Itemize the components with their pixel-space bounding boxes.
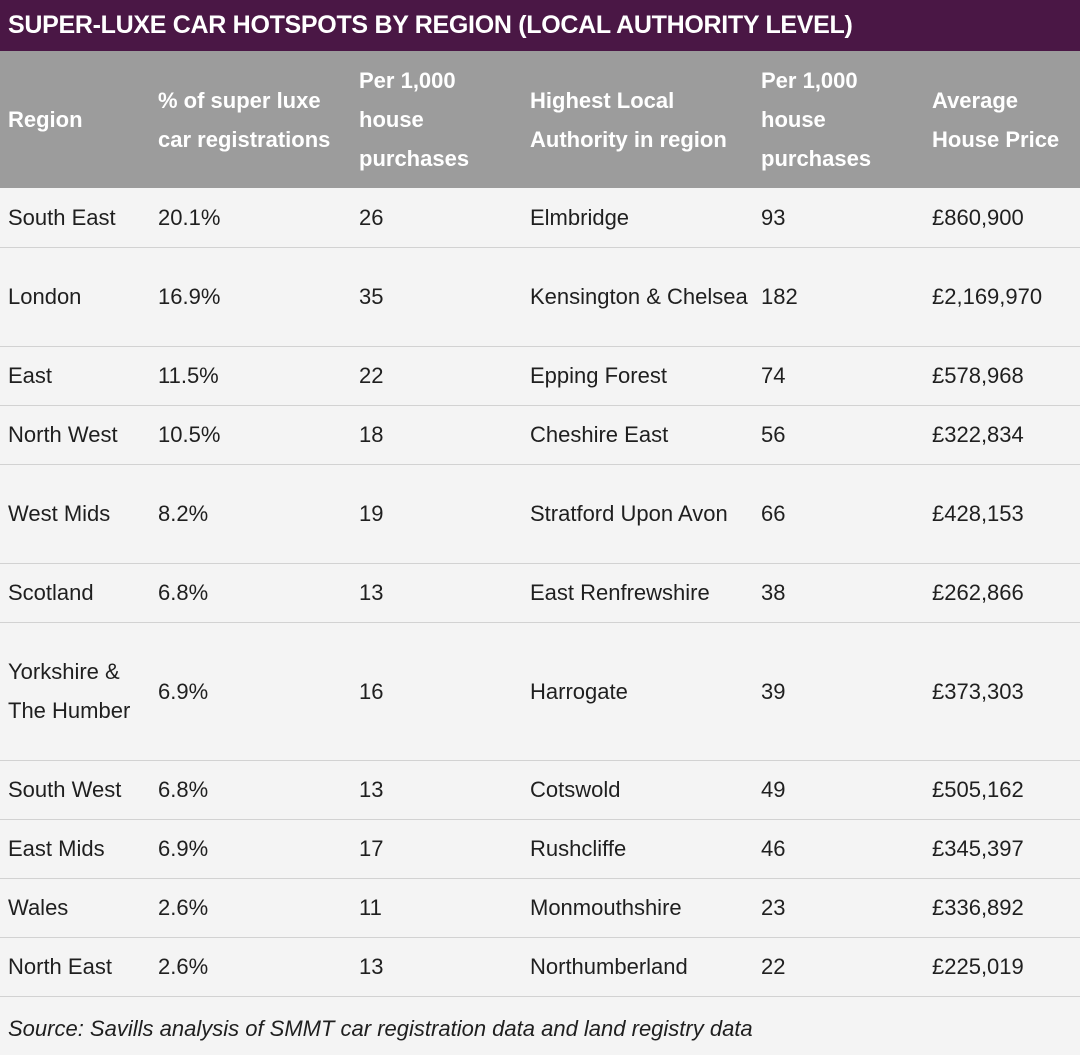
cell-region: Yorkshire & The Humber (0, 622, 150, 760)
cell-pct-registrations: 8.2% (150, 464, 351, 563)
cell-per-1000-region: 19 (351, 464, 522, 563)
cell-per-1000-authority: 66 (753, 464, 924, 563)
table-body (0, 188, 1080, 996)
cell-local-authority: Kensington & Chelsea (522, 247, 753, 346)
cell-per-1000-region: 11 (351, 878, 522, 937)
cell-per-1000-region: 13 (351, 760, 522, 819)
table-row (0, 464, 1080, 563)
header-highest-local-authority: Highest Local Authority in region (530, 87, 727, 152)
cell-per-1000-region: 16 (351, 622, 522, 760)
cell-per-1000-authority: 23 (753, 878, 924, 937)
cell-region: Wales (0, 878, 150, 937)
cell-average-house-price: £336,892 (924, 878, 1080, 937)
cell-local-authority: Northumberland (522, 937, 753, 996)
cell-pct-registrations: 6.8% (150, 563, 351, 622)
cell-per-1000-authority: 182 (753, 247, 924, 346)
cell-average-house-price: £345,397 (924, 819, 1080, 878)
cell-per-1000-region: 13 (351, 563, 522, 622)
cell-average-house-price: £2,169,970 (924, 247, 1080, 346)
cell-local-authority: Elmbridge (522, 188, 753, 247)
cell-average-house-price: £428,153 (924, 464, 1080, 563)
cell-average-house-price: £505,162 (924, 760, 1080, 819)
table-row (0, 346, 1080, 405)
cell-pct-registrations: 20.1% (150, 188, 351, 247)
table-row (0, 878, 1080, 937)
cell-per-1000-region: 26 (351, 188, 522, 247)
cell-region: North East (0, 937, 150, 996)
cell-per-1000-region: 18 (351, 405, 522, 464)
cell-local-authority: East Renfrewshire (522, 563, 753, 622)
cell-region: East (0, 346, 150, 405)
cell-pct-registrations: 6.9% (150, 819, 351, 878)
cell-pct-registrations: 10.5% (150, 405, 351, 464)
cell-average-house-price: £860,900 (924, 188, 1080, 247)
cell-per-1000-authority: 56 (753, 405, 924, 464)
cell-per-1000-authority: 74 (753, 346, 924, 405)
table-row (0, 819, 1080, 878)
cell-average-house-price: £262,866 (924, 563, 1080, 622)
cell-local-authority: Cheshire East (522, 405, 753, 464)
table-title: SUPER-LUXE CAR HOTSPOTS BY REGION (LOCAL AUTHORITY LEVEL) (0, 0, 1080, 51)
cell-pct-registrations: 6.9% (150, 622, 351, 760)
table-row (0, 760, 1080, 819)
cell-per-1000-region: 17 (351, 819, 522, 878)
cell-pct-registrations: 6.8% (150, 760, 351, 819)
cell-local-authority: Harrogate (522, 622, 753, 760)
header-row (0, 51, 1080, 188)
table-row (0, 188, 1080, 247)
cell-pct-registrations: 2.6% (150, 878, 351, 937)
cell-average-house-price: £322,834 (924, 405, 1080, 464)
cell-region: South West (0, 760, 150, 819)
table-row (0, 937, 1080, 996)
cell-per-1000-authority: 38 (753, 563, 924, 622)
cell-pct-registrations: 2.6% (150, 937, 351, 996)
cell-per-1000-authority: 93 (753, 188, 924, 247)
table-row (0, 622, 1080, 760)
cell-local-authority: Monmouthshire (522, 878, 753, 937)
cell-per-1000-region: 13 (351, 937, 522, 996)
cell-local-authority: Stratford Upon Avon (522, 464, 753, 563)
cell-per-1000-region: 35 (351, 247, 522, 346)
cell-region: North West (0, 405, 150, 464)
cell-region: London (0, 247, 150, 346)
cell-average-house-price: £225,019 (924, 937, 1080, 996)
cell-local-authority: Rushcliffe (522, 819, 753, 878)
cell-average-house-price: £578,968 (924, 346, 1080, 405)
header-region: Region (8, 107, 83, 132)
source-note: Source: Savills analysis of SMMT car registration data and land registry data (8, 1016, 753, 1041)
cell-pct-registrations: 16.9% (150, 247, 351, 346)
cell-region: East Mids (0, 819, 150, 878)
cell-region: West Mids (0, 464, 150, 563)
cell-per-1000-authority: 39 (753, 622, 924, 760)
cell-local-authority: Cotswold (522, 760, 753, 819)
table-row (0, 405, 1080, 464)
header-per-1000-authority: Per 1,000 house purchases (761, 68, 872, 171)
data-table (0, 51, 1080, 997)
cell-per-1000-authority: 46 (753, 819, 924, 878)
cell-region: Scotland (0, 563, 150, 622)
table-row (0, 563, 1080, 622)
header-average-house-price: Average House Price (932, 87, 1060, 152)
cell-per-1000-authority: 22 (753, 937, 924, 996)
cell-region: South East (0, 188, 150, 247)
table-row (0, 247, 1080, 346)
cell-average-house-price: £373,303 (924, 622, 1080, 760)
cell-per-1000-authority: 49 (753, 760, 924, 819)
cell-local-authority: Epping Forest (522, 346, 753, 405)
header-pct-registrations: % of super luxe car registrations (158, 87, 331, 152)
cell-per-1000-region: 22 (351, 346, 522, 405)
cell-pct-registrations: 11.5% (150, 346, 351, 405)
header-per-1000-region: Per 1,000 house purchases (359, 68, 470, 171)
